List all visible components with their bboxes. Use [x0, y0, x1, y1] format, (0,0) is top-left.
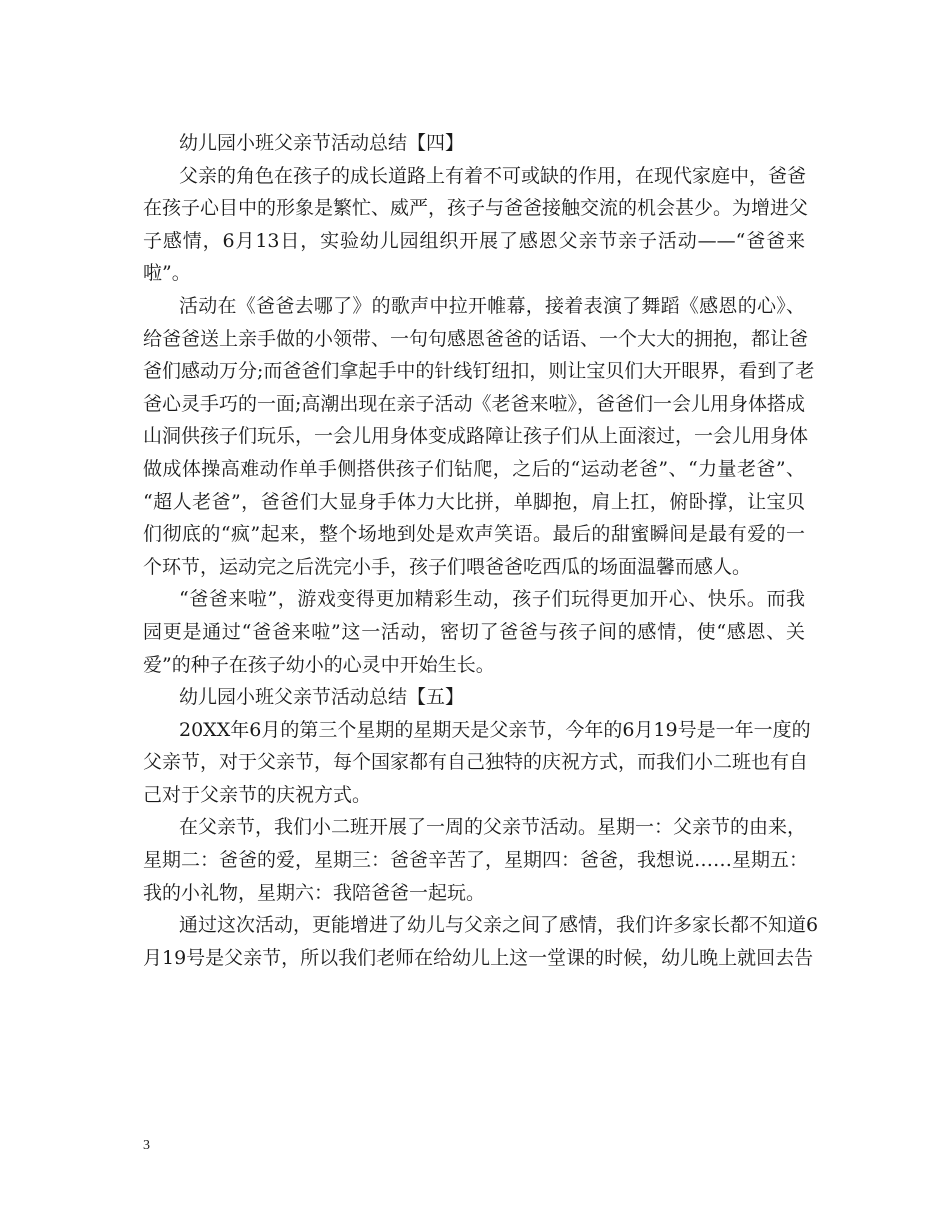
text-line: 20XX年6月的第三个星期的星期天是父亲节，今年的6月19号是一年一度的 [179, 718, 811, 741]
text-line: 做成体操高难动作单手侧搭供孩子们钻爬，之后的“运动老爸”、“力量老爸”、 [143, 457, 805, 480]
section-heading [143, 127, 805, 160]
text-line: 我的小礼物，星期六：我陪爸爸一起玩。 [143, 881, 486, 904]
text-line: 山洞供孩子们玩乐，一会儿用身体变成路障让孩子们从上面滚过，一会儿用身体 [143, 425, 809, 448]
text-line: 月19号是父亲节，所以我们老师在给幼儿上这一堂课的时候，幼儿晚上就回去告 [143, 946, 814, 969]
text-line: 给爸爸送上亲手做的小领带、一句句感恩爸爸的话语、一个大大的拥抱，都让爸 [143, 327, 809, 350]
text-line: “爸爸来啦”，游戏变得更加精彩生动，孩子们玩得更加开心、快乐。而我 [179, 588, 805, 611]
text-line: 在父亲节，我们小二班开展了一周的父亲节活动。星期一：父亲节的由来， [179, 816, 807, 839]
paragraph [143, 583, 805, 681]
text-line: 星期二：爸爸的爱，星期三：爸爸辛苦了，星期四：爸爸，我想说……星期五： [143, 849, 809, 872]
text-line: 幼儿园小班父亲节活动总结【四】 [179, 132, 465, 154]
text-line: “超人老爸”，爸爸们大显身手体力大比拼，单脚抱，肩上扛，俯卧撑，让宝贝 [143, 490, 805, 513]
paragraph [143, 160, 809, 290]
text-line: 幼儿园小班父亲节活动总结【五】 [179, 686, 465, 709]
text-line: 园更是通过“爸爸来啦”这一活动，密切了爸爸与孩子间的感情，使“感恩、关 [143, 620, 805, 643]
text-line: 爱”的种子在孩子幼小的心灵中开始生长。 [143, 653, 495, 676]
text-line: 己对于父亲节的庆祝方式。 [143, 783, 372, 806]
paragraph [143, 290, 815, 583]
text-line: 父亲节，对于父亲节，每个国家都有自己独特的庆祝方式，而我们小二班也有自 [143, 751, 809, 774]
text-line: 通过这次活动，更能增进了幼儿与父亲之间了感情，我们许多家长都不知道6 [179, 914, 819, 937]
text-line: 爸们感动万分;而爸爸们拿起手中的针线钉纽扣，则让宝贝们大开眼界，看到了老 [143, 360, 815, 383]
text-line: 啦”。 [143, 262, 191, 285]
text-line: 个环节，运动完之后洗完小手，孩子们喂爸爸吃西瓜的场面温馨而感人。 [143, 555, 752, 578]
section-heading [143, 681, 805, 714]
text-line: 在孩子心目中的形象是繁忙、威严，孩子与爸爸接触交流的机会甚少。为增进父 [143, 197, 809, 220]
text-line: 父亲的角色在孩子的成长道路上有着不可或缺的作用，在现代家庭中，爸爸 [179, 164, 807, 187]
text-line: 爸心灵手巧的一面;高潮出现在亲子活动《老爸来啦》，爸爸们一会儿用身体搭成 [143, 392, 805, 415]
text-line: 子感情，6月13日，实验幼儿园组织开展了感恩父亲节亲子活动——“爸爸来 [143, 229, 805, 252]
paragraph [143, 811, 809, 909]
text-line: 活动在《爸爸去哪了》的歌声中拉开帷幕，接着表演了舞蹈《感恩的心》、 [179, 294, 805, 317]
text-line: 们彻底的“疯”起来，整个场地到处是欢声笑语。最后的甜蜜瞬间是最有爱的一 [143, 523, 805, 546]
paragraph [143, 714, 811, 812]
page-number: 3 [143, 1138, 150, 1153]
document-body [143, 127, 819, 974]
paragraph [143, 909, 819, 974]
